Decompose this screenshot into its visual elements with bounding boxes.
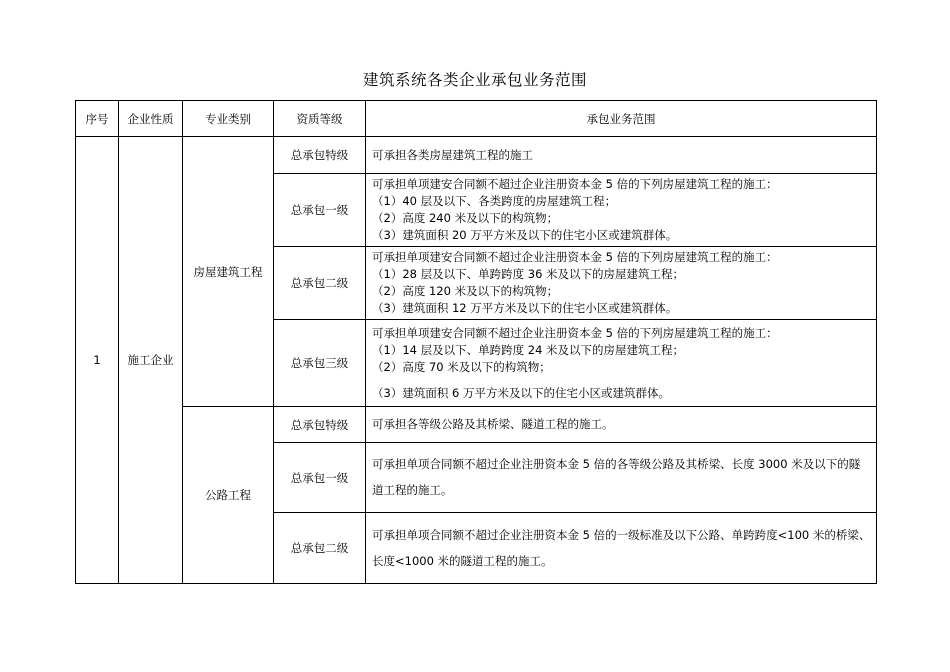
scope-line: （2）高度 240 米及以下的构筑物；	[372, 211, 559, 225]
table-header-row	[76, 101, 877, 137]
scope-cell	[366, 137, 877, 174]
level-cell: 总承包二级	[274, 513, 366, 584]
scope-line: 可承担单项合同额不超过企业注册资本金 5 倍的一级标准及以下公路、单跨跨度<100 米的桥梁、	[372, 527, 871, 542]
level-cell: 总承包特级	[274, 407, 366, 443]
header-business-scope: 承包业务范围	[366, 101, 877, 137]
scope-line: 长度<1000 米的隧道工程的施工。	[372, 553, 553, 568]
level-cell: 总承包特级	[274, 137, 366, 174]
scope-line: （3）建筑面积 12 万平方米及以下的住宅小区或建筑群体。	[372, 301, 678, 315]
scope-line: （3）建筑面积 6 万平方米及以下的住宅小区或建筑群体。	[372, 385, 670, 400]
scope-cell	[366, 320, 877, 407]
level-cell: 总承包一级	[274, 443, 366, 513]
scope-cell	[366, 407, 877, 443]
scope-line: （1）14 层及以下、单跨跨度 24 米及以下的房屋建筑工程；	[372, 342, 685, 357]
document-title: 建筑系统各类企业承包业务范围	[362, 71, 587, 89]
header-enterprise-type: 企业性质	[119, 101, 183, 137]
category-cell-highway: 公路工程	[183, 407, 274, 584]
scope-line: 可承担各类房屋建筑工程的施工	[372, 147, 533, 162]
table-row	[76, 137, 877, 174]
scope-line: 可承担单项建安合同额不超过企业注册资本金 5 倍的下列房屋建筑工程的施工：	[372, 250, 778, 264]
scope-line: 道工程的施工。	[372, 483, 453, 497]
header-category: 专业类别	[183, 101, 274, 137]
scope-cell	[366, 174, 877, 247]
scope-line: 可承担各等级公路及其桥梁、隧道工程的施工。	[372, 417, 614, 431]
scope-line: （2）高度 120 米及以下的构筑物；	[372, 284, 559, 298]
scope-line: （2）高度 70 米及以下的构筑物；	[372, 359, 551, 374]
level-cell: 总承包二级	[274, 247, 366, 320]
scope-table	[75, 100, 877, 584]
table-row	[76, 407, 877, 443]
scope-cell	[366, 443, 877, 513]
scope-cell	[366, 513, 877, 584]
header-seq: 序号	[76, 101, 119, 137]
scope-cell	[366, 247, 877, 320]
category-cell-building: 房屋建筑工程	[183, 137, 274, 407]
scope-line: （3）建筑面积 20 万平方米及以下的住宅小区或建筑群体。	[372, 228, 678, 242]
scope-line: （1）28 层及以下、单跨跨度 36 米及以下的房屋建筑工程；	[372, 267, 685, 281]
scope-line: （1）40 层及以下、各类跨度的房屋建筑工程；	[372, 194, 617, 208]
scope-line: 可承担单项合同额不超过企业注册资本金 5 倍的各等级公路及其桥梁、长度 3000 米及以下的隧	[372, 457, 861, 471]
seq-cell: 1	[76, 137, 119, 584]
scope-line: 可承担单项建安合同额不超过企业注册资本金 5 倍的下列房屋建筑工程的施工：	[372, 177, 778, 191]
header-qualification-level: 资质等级	[274, 101, 366, 137]
enterprise-type-cell: 施工企业	[119, 137, 183, 584]
scope-line: 可承担单项建安合同额不超过企业注册资本金 5 倍的下列房屋建筑工程的施工：	[372, 325, 778, 340]
level-cell: 总承包三级	[274, 320, 366, 407]
level-cell: 总承包一级	[274, 174, 366, 247]
